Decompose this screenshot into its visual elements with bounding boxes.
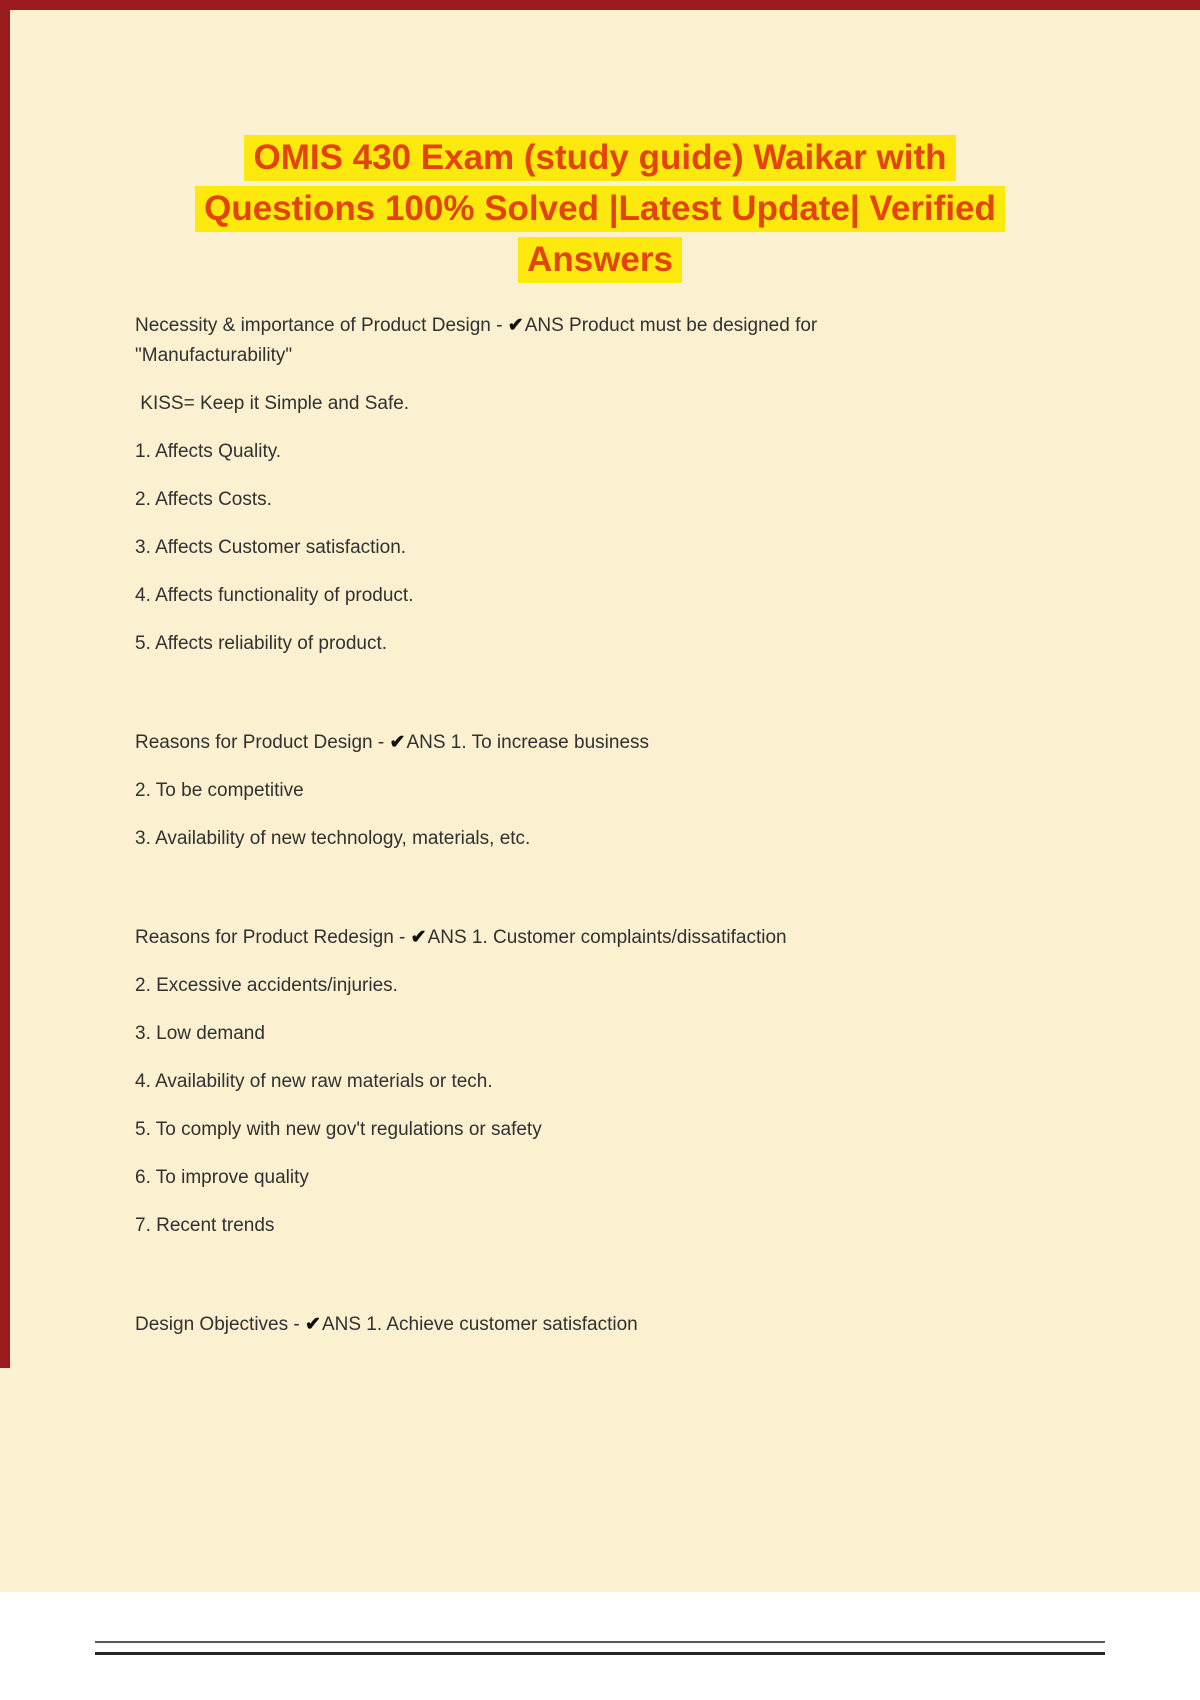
text-paragraph: 5. To comply with new gov't regulations or safety — [135, 1119, 542, 1140]
text-paragraph: 3. Low demand — [135, 1023, 265, 1044]
paragraph-spacer — [135, 872, 955, 905]
text-paragraph: 7. Recent trends — [135, 1215, 275, 1236]
text-paragraph: 5. Affects reliability of product. — [135, 633, 388, 654]
title-line-highlight: Answers — [518, 237, 682, 283]
document-body — [135, 311, 955, 1340]
page-bottom-margin — [0, 1592, 1200, 1700]
title-line — [0, 237, 1200, 283]
ans-label: ANS — [321, 1314, 362, 1335]
text-paragraph: 2. To be competitive — [135, 780, 304, 801]
page-border-left — [0, 0, 10, 1368]
qa-paragraph — [135, 1310, 955, 1340]
question-text: Necessity & importance of Product Design - — [135, 315, 508, 336]
ans-label: ANS — [406, 732, 446, 753]
answer-text: 1. Customer complaints/dissatifaction — [466, 927, 787, 948]
answer-text: 1. To increase business — [445, 732, 650, 753]
text-paragraph: 2. Excessive accidents/injuries. — [135, 975, 398, 996]
qa-paragraph — [135, 728, 955, 758]
qa-paragraph — [135, 923, 955, 953]
question-text: Reasons for Product Design - — [135, 732, 390, 753]
page-border-top — [0, 0, 1200, 10]
qa-paragraph — [135, 311, 955, 371]
question-text: Design Objectives - — [135, 1314, 306, 1335]
text-paragraph: 3. Affects Customer satisfaction. — [135, 537, 407, 558]
checkmark-icon: ✔ — [507, 315, 525, 336]
title-line — [0, 186, 1200, 232]
title-line-highlight: Questions 100% Solved |Latest Update| Verified — [195, 186, 1005, 232]
answer-text: Product must be designed for "Manufacturability" — [135, 315, 823, 366]
checkmark-icon: ✔ — [389, 732, 407, 753]
text-paragraph: 4. Affects functionality of product. — [135, 585, 414, 606]
checkmark-icon: ✔ — [410, 927, 428, 948]
bottom-rule-thick — [95, 1652, 1105, 1655]
text-paragraph: 1. Affects Quality. — [135, 441, 282, 462]
paragraph-spacer — [135, 1259, 955, 1292]
bottom-rule-thin — [95, 1641, 1105, 1643]
text-paragraph: 2. Affects Costs. — [135, 489, 272, 510]
question-text: Reasons for Product Redesign - — [135, 927, 411, 948]
answer-text: 1. Achieve customer satisfaction — [361, 1314, 638, 1335]
title-line-highlight: OMIS 430 Exam (study guide) Waikar with — [244, 135, 955, 181]
title-line — [0, 135, 1200, 181]
text-paragraph: 4. Availability of new raw materials or tech. — [135, 1071, 493, 1092]
checkmark-icon: ✔ — [305, 1314, 322, 1335]
text-paragraph: KISS= Keep it Simple and Safe. — [135, 393, 410, 414]
paragraph-spacer — [135, 677, 955, 710]
ans-label: ANS — [524, 315, 564, 336]
ans-label: ANS — [427, 927, 467, 948]
document-title — [0, 0, 1200, 283]
text-paragraph: 3. Availability of new technology, materials, etc. — [135, 828, 531, 849]
text-paragraph: 6. To improve quality — [135, 1167, 309, 1188]
